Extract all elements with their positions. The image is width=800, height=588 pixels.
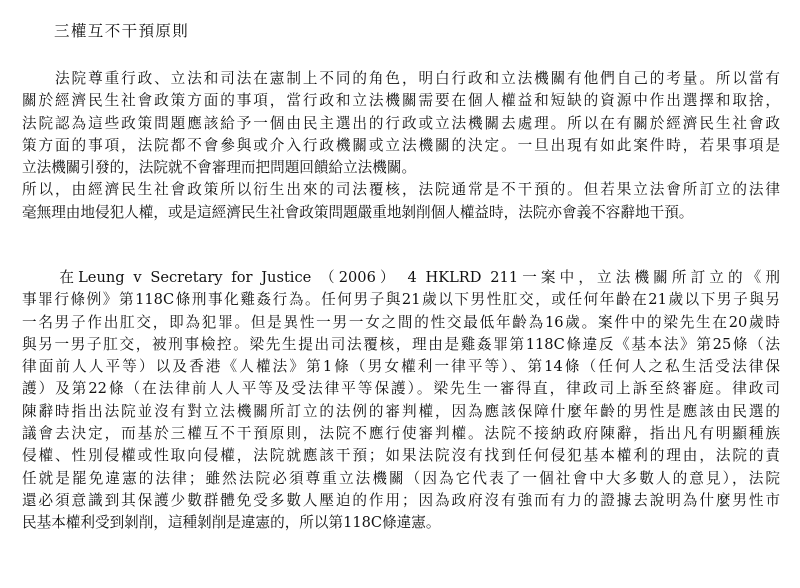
paragraph-line: 一名男子作出肛交，即為犯罪。但是異性一男一女之間的性交最低年齡為16歲。案件中的梁先生在20歲時 (22, 313, 780, 331)
paragraph-line: 事罪行條例》第118C條刑事化雞姦行為。任何男子與21歲以下男性肛交，或任何年齡在21歲以下男子與另 (22, 291, 780, 309)
paragraph-line: 民基本權利受到剝削，這種剝削是違憲的，所以第118C條違憲。 (22, 514, 441, 532)
paragraph-line: 律面前人人平等）以及香港《人權法》第1條（男女權利一律平等）、第14條（任何人之私生活受法律保 (22, 358, 780, 376)
paragraph-line: 策方面的事項，法院都不會參與或介入行政機關或立法機關的決定。一旦出現有如此案件時，若果事項是 (22, 136, 780, 154)
paragraph-line: 關於經濟民生社會政策方面的事項，當行政和立法機關需要在個人權益和短缺的資源中作出選擇和取捨， (22, 92, 780, 110)
paragraph-line: 任就是罷免違憲的法律；雖然法院必須尊重立法機關（因為它代表了一個社會中大多數人的意見），法院 (22, 469, 780, 487)
paragraph-leung-case (22, 267, 780, 535)
paragraph-line: 侵權、性別侵權或性取向侵權，法院就應該干預；如果法院沒有找到任何侵犯基本權利的理由，法院的責 (22, 447, 780, 465)
paragraph-line: 所以，由經濟民生社會政策所以衍生出來的司法覆核，法院通常是不干預的。但若果立法會所訂立的法律 (22, 181, 780, 199)
paragraph-line: 議會去決定，而基於三權互不干預原則，法院不應行使審判權。法院不接納政府陳辭，指出凡有明顯種族 (22, 425, 780, 443)
paragraph-separation-of-powers (22, 68, 780, 224)
paragraph-line: 護）及第22條（在法律前人人平等及受法律平等保護）。梁先生一審得直，律政司上訴至終審庭。律政司 (22, 380, 780, 398)
paragraph-line: 還必須意識到其保護少數群體免受多數人壓迫的作用；因為政府沒有強而有力的證據去說明為什麼男性市 (22, 491, 780, 509)
paragraph-line: 毫無理由地侵犯人權，或是這經濟民生社會政策問題嚴重地剝削個人權益時，法院亦會義不容辭地干預。 (22, 203, 694, 221)
paragraph-line: 陳辭時指出法院並沒有對立法機關所訂立的法例的審判權，因為應該保障什麼年齡的男性是應該由民選的 (22, 402, 780, 420)
paragraph-line: 立法機關引發的，法院就不會審理而把問題回饋給立法機關。 (22, 159, 417, 177)
paragraph-line: 法院認為這些政策問題應該給予一個由民主選出的行政或立法機關去處理。所以在有關於經濟民生社會政 (22, 114, 780, 132)
paragraph-line: 法院尊重行政、立法和司法在憲制上不同的角色，明白行政和立法機關有他們自己的考量。所以當有 (22, 70, 780, 87)
paragraph-line: 與另一男子肛交，被刑事檢控。梁先生提出司法覆核，理由是雞姦罪第118C條違反《基本法》第25條（法 (22, 335, 780, 353)
paragraph-line: 在Leung v Secretary for Justice （2006） 4 HKLRD 211一案中，立法機關所訂立的《刑 (22, 269, 780, 286)
section-heading: 三權互不干預原則 (54, 22, 190, 40)
